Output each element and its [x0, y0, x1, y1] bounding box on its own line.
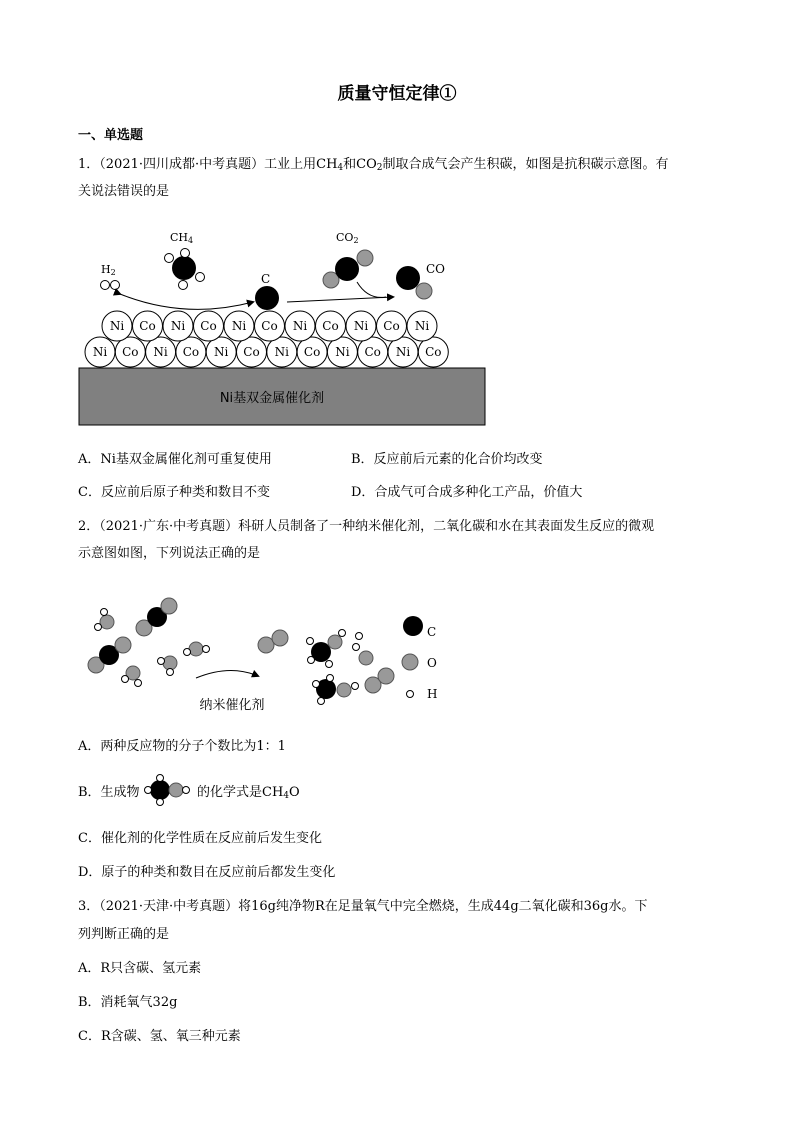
catalyst-atom-label: Ni	[170, 319, 186, 333]
q1-stem-line2: 关说法错误的是	[78, 184, 170, 199]
catalyst-atom-label: Ni	[231, 319, 247, 333]
c-label: C	[261, 272, 271, 286]
q1-stem-line1: 1．（2021·四川成都·中考真题）工业上用$CH_4$和$CO_2$制取合成气会产生积碳，如图是抗积碳示意图。有	[78, 157, 669, 173]
catalyst-atom-label: Co	[182, 345, 200, 359]
catalyst-label: Ni基双金属催化剂	[219, 391, 325, 406]
ch4-label: CH4	[170, 231, 194, 245]
catalyst-atom-label: Ni	[414, 319, 430, 333]
co2-molecule	[88, 637, 131, 673]
q1-option-b[interactable]: B．反应前后元素的化合价均改变	[351, 452, 543, 467]
catalyst-atom-row-bottom	[85, 337, 448, 367]
catalyst-atom-label: Ni	[292, 319, 308, 333]
co2-molecule	[323, 250, 373, 288]
q3-option-b[interactable]: B．消耗氧气32g	[78, 995, 178, 1010]
water-molecule	[353, 633, 374, 666]
q3-stem-line1: 3．（2021·天津·中考真题）将16g纯净物R在足量氧气中完全燃烧，生成44g二氧化碳和36g水。下	[78, 899, 648, 914]
oxygen-molecule	[365, 668, 394, 693]
catalyst-atom-label: Ni	[214, 345, 229, 359]
co-label: CO	[426, 262, 446, 276]
catalyst-atom-label: Co	[261, 319, 278, 333]
option-b-molecule	[145, 775, 190, 806]
catalyst-atom-label: Ni	[274, 345, 289, 359]
q2-figure	[88, 598, 437, 806]
legend-hydrogen-swatch	[407, 691, 414, 698]
q2-stem-line1: 2．（2021·广东·中考真题）科研人员制备了一种纳米催化剂，二氧化碳和水在其表面发生反应的微观	[78, 519, 655, 534]
q3-option-a[interactable]: A．R只含碳、氢元素	[78, 961, 202, 976]
nano-catalyst-label: 纳米催化剂	[199, 698, 265, 713]
q2-option-b-prefix[interactable]: B．生成物	[78, 785, 140, 800]
legend-o-label: O	[427, 656, 437, 670]
catalyst-atom-label: Co	[303, 345, 321, 359]
legend-oxygen-swatch	[402, 654, 418, 670]
q2-stem-line2: 示意图如图，下列说法正确的是	[78, 546, 261, 561]
reaction-arrow	[196, 670, 258, 678]
h2-c-arrow	[120, 294, 253, 309]
q2-option-a[interactable]: A．两种反应物的分子个数比为1：1	[78, 739, 286, 754]
catalyst-atom-label: Ni	[92, 345, 108, 359]
catalyst-atom-label: Co	[243, 345, 260, 359]
catalyst-atom-label: Co	[425, 345, 442, 359]
ch4-molecule	[165, 249, 205, 290]
q2-option-d[interactable]: D．原子的种类和数目在反应前后都发生变化	[78, 865, 336, 880]
catalyst-atom-label: Co	[139, 319, 156, 333]
water-molecule	[95, 609, 115, 631]
legend-c-label: C	[427, 625, 437, 639]
q3-stem-line2: 列判断正确的是	[78, 927, 170, 942]
co2-label: CO2	[336, 231, 359, 245]
q3-option-c[interactable]: C．R含碳、氢、氧三种元素	[78, 1029, 241, 1044]
q1-option-a[interactable]: A．Ni基双金属催化剂可重复使用	[78, 452, 272, 467]
water-molecule	[184, 642, 210, 656]
section-heading: 一、单选题	[78, 128, 144, 143]
q1-option-d[interactable]: D．合成气可合成多种化工产品，价值大	[351, 485, 583, 500]
catalyst-atom-label: Ni	[109, 319, 125, 333]
h2-label: H2	[101, 263, 116, 277]
catalyst-atom-label: Ni	[395, 345, 411, 359]
catalyst-atom-row-top	[102, 311, 437, 341]
h2-molecule	[101, 281, 120, 290]
q1-option-c[interactable]: C．反应前后原子种类和数目不变	[78, 485, 270, 500]
water-molecule	[122, 666, 142, 687]
q2-option-b-suffix[interactable]: 的化学式是$CH_4O$	[197, 785, 300, 801]
oxygen-molecule	[258, 630, 288, 653]
document-title: 质量守恒定律①	[337, 84, 457, 104]
catalyst-atom-label: Co	[122, 345, 139, 359]
catalyst-atom-label: Co	[383, 319, 400, 333]
co2-molecule	[136, 598, 177, 636]
methanol-molecule	[307, 630, 346, 668]
catalyst-atom-label: Co	[322, 319, 339, 333]
legend-h-label: H	[427, 687, 438, 701]
catalyst-atom-label: Ni	[353, 319, 369, 333]
catalyst-atom-label: Co	[364, 345, 381, 359]
c-co-arrow	[287, 297, 393, 302]
carbon-atom	[255, 286, 279, 310]
q1-figure	[79, 231, 485, 425]
water-molecule	[158, 656, 178, 676]
catalyst-atom-label: Ni	[153, 345, 168, 359]
legend-carbon-swatch	[403, 616, 423, 636]
q2-option-c[interactable]: C．催化剂的化学性质在反应前后发生变化	[78, 831, 322, 846]
catalyst-atom-label: Co	[200, 319, 217, 333]
catalyst-atom-label: Ni	[335, 345, 350, 359]
methanol-molecule	[313, 675, 359, 705]
